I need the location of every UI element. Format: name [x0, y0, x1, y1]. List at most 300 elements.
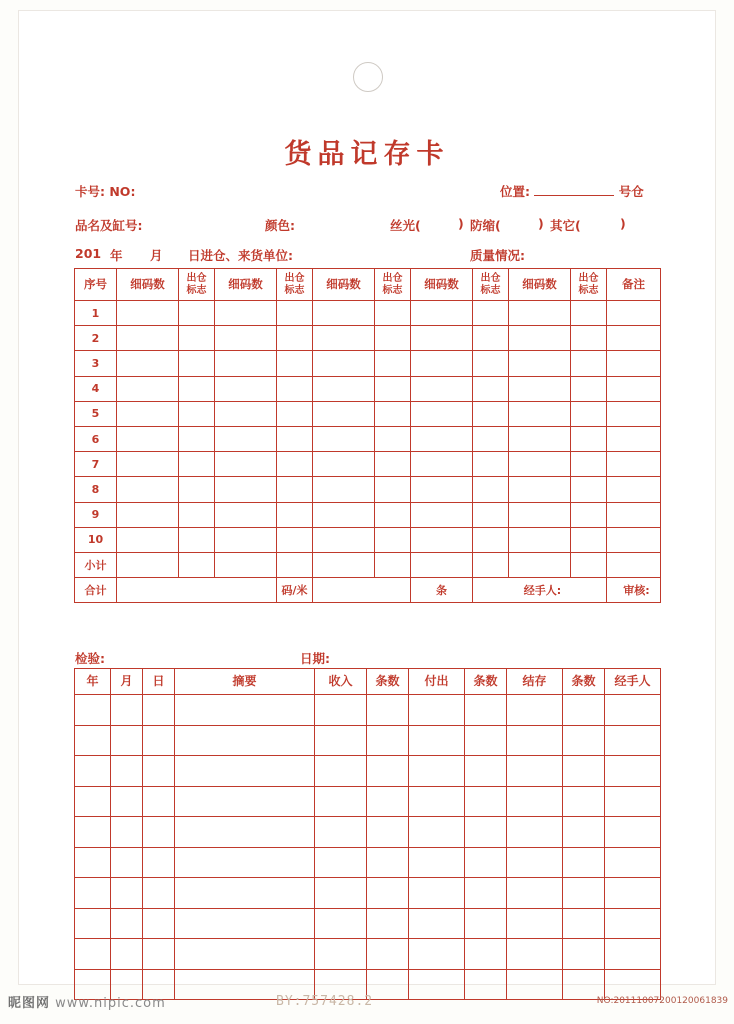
data-cell[interactable] [607, 376, 661, 401]
ledger-cell[interactable] [605, 939, 661, 970]
row-number: 8 [75, 477, 117, 502]
data-cell[interactable] [277, 502, 313, 527]
ledger-cell[interactable] [315, 695, 367, 726]
table-header-row [75, 269, 661, 301]
ledger-cell[interactable] [315, 878, 367, 909]
year-label: 年 [110, 248, 123, 263]
position-value-blank[interactable] [534, 182, 614, 196]
data-cell[interactable] [375, 426, 411, 451]
punch-hole-icon [353, 62, 383, 92]
data-cell[interactable] [607, 477, 661, 502]
data-cell[interactable] [375, 527, 411, 552]
position-label: 位置: [500, 184, 530, 199]
row-number: 3 [75, 351, 117, 376]
data-cell[interactable] [473, 401, 509, 426]
ledger-cell[interactable] [175, 695, 315, 726]
ledger-cell[interactable] [465, 908, 507, 939]
data-cell[interactable] [509, 401, 571, 426]
ledger-cell[interactable] [175, 786, 315, 817]
data-cell[interactable] [277, 527, 313, 552]
data-cell[interactable] [179, 477, 215, 502]
data-cell[interactable] [277, 452, 313, 477]
watermark-id: NO:20111007200120061839 [596, 996, 728, 1006]
tiao-label: 条 [411, 578, 473, 603]
data-cell[interactable] [215, 376, 277, 401]
ledger-row [75, 939, 661, 970]
data-cell[interactable] [509, 452, 571, 477]
ledger-row [75, 695, 661, 726]
row-number: 2 [75, 326, 117, 351]
table-row [75, 527, 661, 552]
data-cell[interactable] [411, 477, 473, 502]
data-cell[interactable] [215, 477, 277, 502]
ledger-cell[interactable] [175, 908, 315, 939]
ledger-cell[interactable] [507, 908, 563, 939]
ledger-cell[interactable] [507, 786, 563, 817]
shrink-close: ) [538, 216, 544, 231]
data-cell[interactable] [473, 326, 509, 351]
stock-record-table [74, 268, 661, 603]
data-cell[interactable] [571, 527, 607, 552]
mercerized-label: 丝光( [390, 218, 421, 233]
data-cell[interactable] [473, 376, 509, 401]
other-label: 其它( [550, 218, 581, 233]
data-cell[interactable] [509, 477, 571, 502]
data-cell[interactable] [607, 401, 661, 426]
ledger-cell[interactable] [507, 878, 563, 909]
data-cell[interactable] [277, 401, 313, 426]
ledger-cell[interactable] [367, 786, 409, 817]
subtotal-row [75, 552, 661, 577]
table-row [75, 326, 661, 351]
ledger-cell[interactable] [143, 878, 175, 909]
subtotal-cell[interactable] [277, 552, 313, 577]
ledger-cell[interactable] [367, 878, 409, 909]
data-cell[interactable] [607, 502, 661, 527]
ledger-cell[interactable] [111, 847, 143, 878]
ledger-cell[interactable] [563, 725, 605, 756]
ledger-cell[interactable] [315, 908, 367, 939]
data-cell[interactable] [375, 502, 411, 527]
data-cell[interactable] [117, 376, 179, 401]
product-label: 品名及缸号: [75, 218, 143, 233]
ledger-cell[interactable] [315, 817, 367, 848]
table-row [75, 301, 661, 326]
col-fine-count-1: 细码数 [117, 269, 179, 301]
data-cell[interactable] [607, 426, 661, 451]
data-cell[interactable] [509, 351, 571, 376]
data-cell[interactable] [117, 426, 179, 451]
row-number: 4 [75, 376, 117, 401]
ledger-cell[interactable] [75, 908, 111, 939]
data-cell[interactable] [607, 326, 661, 351]
ledger-row [75, 908, 661, 939]
ledger-cell[interactable] [315, 786, 367, 817]
ledger-cell[interactable] [75, 786, 111, 817]
ledger-cell[interactable] [507, 847, 563, 878]
data-cell[interactable] [509, 502, 571, 527]
ledger-cell[interactable] [563, 939, 605, 970]
data-cell[interactable] [375, 301, 411, 326]
data-cell[interactable] [179, 452, 215, 477]
ledger-row [75, 725, 661, 756]
ledger-cell[interactable] [409, 817, 465, 848]
auditor-label[interactable]: 审核: [607, 578, 661, 603]
ledger-cell[interactable] [315, 939, 367, 970]
col-fine-count-3: 细码数 [313, 269, 375, 301]
data-cell[interactable] [411, 452, 473, 477]
ledger-cell[interactable] [367, 847, 409, 878]
total-row [75, 578, 661, 603]
data-cell[interactable] [313, 376, 375, 401]
col-fine-count-4: 细码数 [411, 269, 473, 301]
ledger-cell[interactable] [111, 786, 143, 817]
col-balance: 结存 [507, 669, 563, 695]
col-balance-qty: 条数 [563, 669, 605, 695]
data-cell[interactable] [215, 452, 277, 477]
data-cell[interactable] [179, 426, 215, 451]
data-cell[interactable] [277, 426, 313, 451]
data-cell[interactable] [473, 477, 509, 502]
data-cell[interactable] [473, 527, 509, 552]
subtotal-cell[interactable] [313, 552, 375, 577]
data-cell[interactable] [277, 477, 313, 502]
data-cell[interactable] [117, 477, 179, 502]
ledger-cell[interactable] [409, 939, 465, 970]
ledger-cell[interactable] [605, 756, 661, 787]
ledger-cell[interactable] [507, 817, 563, 848]
ledger-cell[interactable] [563, 817, 605, 848]
row-number: 6 [75, 426, 117, 451]
data-cell[interactable] [509, 301, 571, 326]
data-cell[interactable] [179, 401, 215, 426]
year-prefix: 201 [75, 246, 102, 261]
ledger-cell[interactable] [465, 847, 507, 878]
ledger-cell[interactable] [409, 756, 465, 787]
data-cell[interactable] [117, 351, 179, 376]
col-out-mark-4: 出仓 标志 [473, 269, 509, 301]
ledger-row [75, 847, 661, 878]
data-cell[interactable] [571, 452, 607, 477]
data-cell[interactable] [607, 351, 661, 376]
site-url: www.nipic.com [55, 996, 166, 1011]
ledger-cell[interactable] [175, 817, 315, 848]
ledger-row [75, 878, 661, 909]
data-cell[interactable] [179, 527, 215, 552]
ledger-cell[interactable] [507, 939, 563, 970]
data-cell[interactable] [117, 401, 179, 426]
data-cell[interactable] [215, 401, 277, 426]
data-cell[interactable] [117, 502, 179, 527]
data-cell[interactable] [473, 301, 509, 326]
ledger-cell[interactable] [175, 756, 315, 787]
data-cell[interactable] [473, 502, 509, 527]
ledger-header-row [75, 669, 661, 695]
total-value-1[interactable] [117, 578, 277, 603]
ledger-cell[interactable] [75, 939, 111, 970]
col-day: 日 [143, 669, 175, 695]
ledger-cell[interactable] [111, 695, 143, 726]
ledger-cell[interactable] [507, 756, 563, 787]
data-cell[interactable] [509, 376, 571, 401]
ledger-cell[interactable] [367, 939, 409, 970]
ledger-cell[interactable] [111, 939, 143, 970]
data-cell[interactable] [411, 351, 473, 376]
data-cell[interactable] [215, 527, 277, 552]
data-cell[interactable] [607, 527, 661, 552]
subtotal-cell[interactable] [607, 552, 661, 577]
data-cell[interactable] [411, 502, 473, 527]
ledger-cell[interactable] [367, 817, 409, 848]
ledger-cell[interactable] [465, 695, 507, 726]
data-cell[interactable] [313, 527, 375, 552]
ledger-cell[interactable] [465, 756, 507, 787]
ledger-cell[interactable] [315, 847, 367, 878]
ledger-cell[interactable] [563, 878, 605, 909]
data-cell[interactable] [375, 401, 411, 426]
data-cell[interactable] [375, 452, 411, 477]
data-cell[interactable] [411, 301, 473, 326]
subtotal-cell[interactable] [179, 552, 215, 577]
subtotal-cell[interactable] [571, 552, 607, 577]
col-summary: 摘要 [175, 669, 315, 695]
inspection-label: 检验: [75, 651, 105, 666]
ledger-cell[interactable] [563, 908, 605, 939]
subtotal-cell[interactable] [215, 552, 277, 577]
ledger-cell[interactable] [175, 847, 315, 878]
data-cell[interactable] [179, 376, 215, 401]
data-cell[interactable] [509, 527, 571, 552]
data-cell[interactable] [375, 477, 411, 502]
col-out-mark-5: 出仓 标志 [571, 269, 607, 301]
data-cell[interactable] [313, 426, 375, 451]
data-cell[interactable] [473, 452, 509, 477]
ledger-cell[interactable] [605, 695, 661, 726]
shrink-label: 防缩( [470, 218, 501, 233]
data-cell[interactable] [215, 326, 277, 351]
ledger-cell[interactable] [175, 939, 315, 970]
data-cell[interactable] [179, 502, 215, 527]
row-number: 10 [75, 527, 117, 552]
data-cell[interactable] [473, 351, 509, 376]
ledger-cell[interactable] [605, 786, 661, 817]
row-number: 9 [75, 502, 117, 527]
ledger-cell[interactable] [75, 878, 111, 909]
row-number: 7 [75, 452, 117, 477]
data-cell[interactable] [215, 502, 277, 527]
data-cell[interactable] [277, 376, 313, 401]
ledger-cell[interactable] [465, 786, 507, 817]
ledger-cell[interactable] [605, 817, 661, 848]
data-cell[interactable] [411, 401, 473, 426]
ledger-cell[interactable] [367, 725, 409, 756]
ledger-cell[interactable] [175, 725, 315, 756]
data-cell[interactable] [215, 351, 277, 376]
data-cell[interactable] [117, 527, 179, 552]
ledger-cell[interactable] [507, 695, 563, 726]
data-cell[interactable] [313, 452, 375, 477]
ledger-cell[interactable] [409, 908, 465, 939]
other-close: ) [620, 216, 626, 231]
ledger-row [75, 756, 661, 787]
ledger-cell[interactable] [111, 725, 143, 756]
data-cell[interactable] [375, 326, 411, 351]
ledger-cell[interactable] [605, 725, 661, 756]
ledger-cell[interactable] [143, 817, 175, 848]
page-title: 货品记存卡 [284, 139, 450, 170]
ledger-cell[interactable] [605, 847, 661, 878]
data-cell[interactable] [607, 452, 661, 477]
ledger-cell[interactable] [409, 786, 465, 817]
ledger-cell[interactable] [143, 786, 175, 817]
ledger-cell[interactable] [465, 939, 507, 970]
data-cell[interactable] [179, 351, 215, 376]
ledger-cell[interactable] [143, 939, 175, 970]
ledger-cell[interactable] [111, 878, 143, 909]
ledger-cell[interactable] [75, 817, 111, 848]
ledger-cell[interactable] [563, 847, 605, 878]
ledger-cell[interactable] [563, 695, 605, 726]
watermark-code: BY:757428.2 [276, 994, 374, 1009]
col-income: 收入 [315, 669, 367, 695]
ledger-cell[interactable] [111, 817, 143, 848]
data-cell[interactable] [313, 401, 375, 426]
data-cell[interactable] [277, 301, 313, 326]
ledger-cell[interactable] [605, 878, 661, 909]
data-cell[interactable] [509, 326, 571, 351]
color-label: 颜色: [265, 218, 295, 233]
data-cell[interactable] [411, 376, 473, 401]
data-cell[interactable] [571, 502, 607, 527]
ledger-cell[interactable] [75, 725, 111, 756]
subtotal-cell[interactable] [473, 552, 509, 577]
data-cell[interactable] [607, 301, 661, 326]
ledger-cell[interactable] [605, 908, 661, 939]
ledger-cell[interactable] [143, 725, 175, 756]
data-cell[interactable] [179, 326, 215, 351]
data-cell[interactable] [571, 326, 607, 351]
col-out-mark-2: 出仓 标志 [277, 269, 313, 301]
data-cell[interactable] [571, 426, 607, 451]
ledger-cell[interactable] [143, 908, 175, 939]
table-row [75, 452, 661, 477]
total-value-2[interactable] [313, 578, 411, 603]
ledger-row [75, 817, 661, 848]
subtotal-cell[interactable] [375, 552, 411, 577]
col-payout: 付出 [409, 669, 465, 695]
data-cell[interactable] [411, 426, 473, 451]
ledger-cell[interactable] [143, 756, 175, 787]
data-cell[interactable] [117, 301, 179, 326]
ledger-cell[interactable] [409, 695, 465, 726]
ledger-table [74, 668, 661, 1000]
data-cell[interactable] [215, 426, 277, 451]
col-year: 年 [75, 669, 111, 695]
site-name-cn: 昵图网 [8, 996, 51, 1011]
site-watermark [8, 992, 166, 1011]
col-income-qty: 条数 [367, 669, 409, 695]
data-cell[interactable] [277, 351, 313, 376]
col-handler: 经手人 [605, 669, 661, 695]
yard-meter-label: 码/米 [277, 578, 313, 603]
data-cell[interactable] [313, 502, 375, 527]
subtotal-label: 小计 [75, 552, 117, 577]
total-label: 合计 [75, 578, 117, 603]
data-cell[interactable] [117, 452, 179, 477]
subtotal-cell[interactable] [509, 552, 571, 577]
ledger-cell[interactable] [367, 695, 409, 726]
ledger-cell[interactable] [563, 786, 605, 817]
data-cell[interactable] [375, 376, 411, 401]
ledger-cell[interactable] [563, 756, 605, 787]
data-cell[interactable] [571, 301, 607, 326]
ledger-cell[interactable] [111, 756, 143, 787]
col-fine-count-5: 细码数 [509, 269, 571, 301]
data-cell[interactable] [411, 326, 473, 351]
table-row [75, 502, 661, 527]
ledger-cell[interactable] [409, 878, 465, 909]
data-cell[interactable] [411, 527, 473, 552]
ledger-cell[interactable] [409, 725, 465, 756]
ledger-cell[interactable] [111, 908, 143, 939]
ledger-cell[interactable] [507, 725, 563, 756]
data-cell[interactable] [509, 426, 571, 451]
data-cell[interactable] [313, 351, 375, 376]
ledger-cell[interactable] [143, 695, 175, 726]
footer-watermarks [0, 992, 734, 1024]
subtotal-cell[interactable] [117, 552, 179, 577]
table-row [75, 351, 661, 376]
handler-label[interactable]: 经手人: [473, 578, 607, 603]
data-cell[interactable] [571, 351, 607, 376]
ledger-cell[interactable] [367, 756, 409, 787]
table-row [75, 401, 661, 426]
table-row [75, 426, 661, 451]
ledger-cell[interactable] [143, 847, 175, 878]
col-payout-qty: 条数 [465, 669, 507, 695]
data-cell[interactable] [117, 326, 179, 351]
data-cell[interactable] [179, 301, 215, 326]
data-cell[interactable] [473, 426, 509, 451]
date-label: 日期: [300, 651, 330, 666]
ledger-cell[interactable] [465, 725, 507, 756]
data-cell[interactable] [313, 301, 375, 326]
ledger-cell[interactable] [465, 817, 507, 848]
data-cell[interactable] [571, 401, 607, 426]
data-cell[interactable] [277, 326, 313, 351]
ledger-cell[interactable] [75, 847, 111, 878]
ledger-cell[interactable] [75, 756, 111, 787]
ledger-cell[interactable] [465, 878, 507, 909]
mercerized-close: ) [458, 216, 464, 231]
ledger-cell[interactable] [367, 908, 409, 939]
subtotal-cell[interactable] [411, 552, 473, 577]
row-number: 1 [75, 301, 117, 326]
ledger-cell[interactable] [315, 756, 367, 787]
ledger-cell[interactable] [409, 847, 465, 878]
data-cell[interactable] [375, 351, 411, 376]
data-cell[interactable] [571, 477, 607, 502]
data-cell[interactable] [313, 326, 375, 351]
col-fine-count-2: 细码数 [215, 269, 277, 301]
data-cell[interactable] [215, 301, 277, 326]
data-cell[interactable] [313, 477, 375, 502]
data-cell[interactable] [571, 376, 607, 401]
col-out-mark-1: 出仓 标志 [179, 269, 215, 301]
ledger-cell[interactable] [175, 878, 315, 909]
ledger-cell[interactable] [315, 725, 367, 756]
ledger-cell[interactable] [75, 695, 111, 726]
